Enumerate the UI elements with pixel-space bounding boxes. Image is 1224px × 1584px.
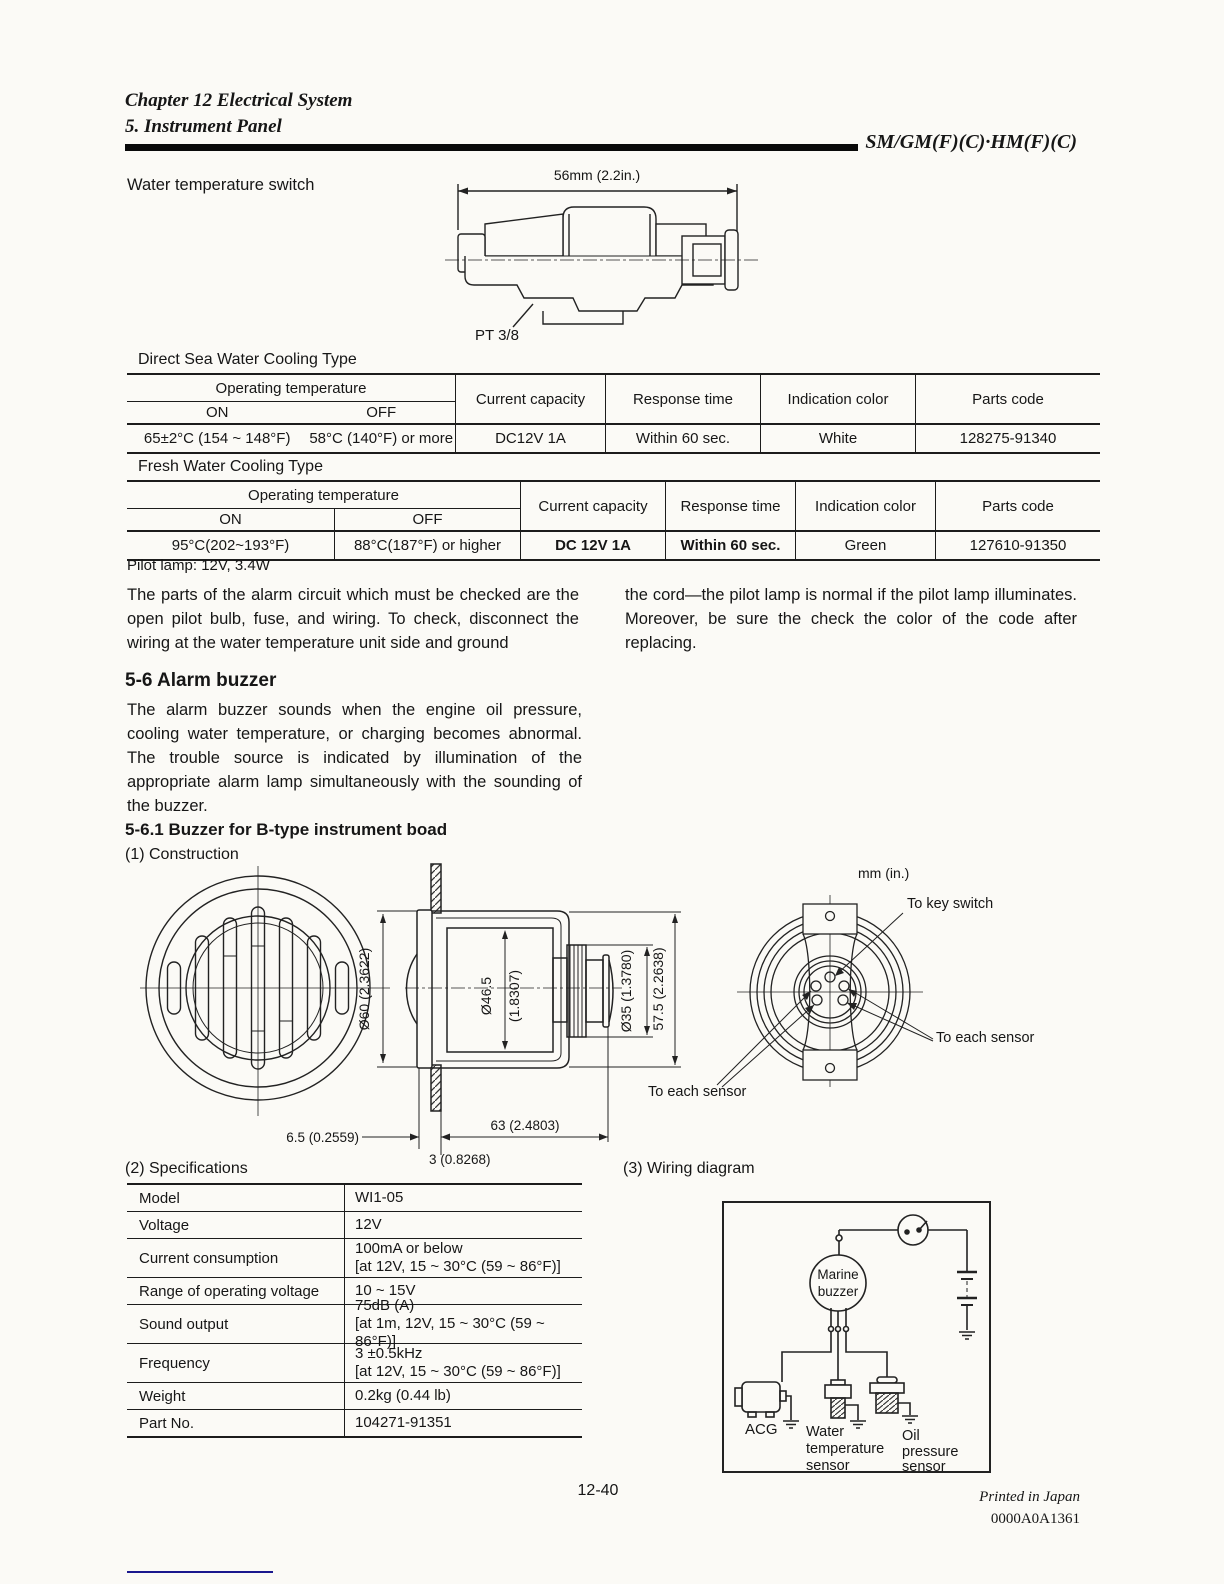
oil-sensor-label-2: pressure [902, 1444, 959, 1460]
direct-table-row [127, 425, 1100, 452]
spec-value-note: [at 12V, 15 ~ 30°C (59 ~ 86°F)] [355, 1258, 561, 1275]
fresh-color-value: Green [795, 532, 935, 559]
wiring-diagram [715, 1195, 1005, 1485]
buzzer-construction-drawing [120, 856, 1130, 1171]
spec-row-weight [127, 1383, 582, 1410]
fresh-current-value: DC 12V 1A [520, 532, 665, 559]
wiring-diagram-heading: (3) Wiring diagram [623, 1160, 755, 1177]
intro-left-column: The parts of the alarm circuit which must be checked are the open pilot bulb, fuse, and wiring. To check, disconnect the wiring at the water temperature unit side and ground [127, 586, 579, 652]
unit-note: mm (in.) [858, 865, 910, 881]
buzzer-front-view [140, 866, 390, 1116]
model-code: SM/GM(F)(C)·HM(F)(C) [865, 131, 1077, 153]
fresh-off-value: 88°C(187°F) or higher [353, 537, 502, 554]
switch-thread-label: PT 3/8 [475, 327, 519, 344]
direct-current-value: DC12V 1A [455, 425, 605, 452]
spec-row-part-no [127, 1410, 582, 1436]
spec-value: 12V [355, 1216, 382, 1233]
header-indication-color: Indication color [795, 482, 935, 530]
header-on: ON [127, 509, 335, 530]
water-temp-switch-drawing [425, 164, 775, 359]
header-parts-code: Parts code [935, 482, 1100, 530]
header-response-time: Response time [665, 482, 795, 530]
buzzer-rear-view [737, 895, 923, 1087]
header-operating-temperature: Operating temperature [127, 482, 520, 509]
spec-label: Range of operating voltage [127, 1278, 345, 1304]
direct-off-value: 58°C (140°F) or more [309, 430, 454, 447]
dim-dia35: Ø35 (1.3780) [618, 949, 634, 1033]
spec-label: Model [127, 1185, 345, 1211]
fresh-response-value: Within 60 sec. [665, 532, 795, 559]
direct-on-value: 65±2°C (154 ~ 148°F) [143, 430, 291, 447]
spec-value: 104271-91351 [355, 1414, 452, 1431]
spec-row-frequency [127, 1344, 582, 1383]
alarm-buzzer-body: The alarm buzzer sounds when the engine oil pressure, cooling water temperature, or charging becomes abnormal. The trouble source is indicated by illumination of the appropriate alarm lamp simultaneously with the sounding of the buzzer. [127, 701, 582, 815]
spec-row-current-consumption [127, 1239, 582, 1278]
direct-table-header [127, 375, 1100, 425]
direct-response-value: Within 60 sec. [605, 425, 760, 452]
spec-label: Frequency [127, 1344, 345, 1382]
spec-label: Part No. [127, 1410, 345, 1436]
fresh-on-value: 95°C(202~193°F) [127, 532, 335, 559]
construction-label: (1) Construction [125, 846, 239, 863]
oil-sensor-label-1: Oil [902, 1428, 920, 1444]
bottom-blue-line [127, 1571, 273, 1573]
direct-table-title: Direct Sea Water Cooling Type [138, 351, 357, 368]
key-switch-symbol [898, 1215, 928, 1245]
header-on: ON [205, 404, 229, 421]
header-off: OFF [412, 511, 443, 528]
header-off: OFF [366, 404, 397, 421]
fresh-table-row [127, 532, 1100, 559]
spec-value-note: [at 12V, 15 ~ 30°C (59 ~ 86°F)] [355, 1363, 561, 1380]
water-temp-sensor-symbol [825, 1380, 866, 1428]
water-sensor-label-1: Water [806, 1424, 845, 1440]
dim-h575: 57.5 (2.2638) [650, 947, 666, 1031]
spec-value: 100mA or below [355, 1240, 463, 1257]
spec-label: Voltage [127, 1212, 345, 1238]
dim-dia465: Ø46.5 [478, 976, 494, 1016]
spec-value: 75dB (A) [355, 1297, 415, 1314]
fresh-table-header [127, 482, 1100, 532]
spec-value: 10 ~ 15V [355, 1282, 416, 1299]
to-each-sensor-right-label: To each sensor [936, 1030, 1035, 1046]
spec-row-sound-output [127, 1297, 582, 1350]
specifications-table [127, 1183, 582, 1438]
oil-sensor-label-3: sensor [902, 1459, 946, 1475]
page-number: 12-40 [577, 1482, 619, 1499]
spec-row-voltage [127, 1212, 582, 1239]
header-operating-temperature: Operating temperature [127, 375, 455, 402]
switch-width-dim: 56mm (2.2in.) [553, 167, 641, 183]
header-response-time: Response time [605, 375, 760, 423]
dim-w65: 6.5 (0.2559) [286, 1130, 359, 1145]
acg-label: ACG [745, 1421, 778, 1438]
header-current-capacity: Current capacity [455, 375, 605, 423]
spec-label: Current consumption [127, 1239, 345, 1277]
water-sensor-label-2: temperature [806, 1441, 885, 1457]
to-each-sensor-bottom-label: To each sensor [648, 1084, 747, 1100]
marine-buzzer-label-1: Marine [817, 1267, 859, 1282]
specifications-heading: (2) Specifications [125, 1160, 248, 1177]
marine-buzzer-label-2: buzzer [817, 1284, 859, 1299]
to-key-switch-label: To key switch [907, 896, 994, 912]
direct-parts-value: 128275-91340 [915, 425, 1100, 452]
marine-buzzer-symbol [810, 1255, 866, 1311]
dim-w3: 3 (0.8268) [429, 1152, 491, 1167]
header-indication-color: Indication color [760, 375, 915, 423]
spec-row-model [127, 1185, 582, 1212]
fresh-table-title: Fresh Water Cooling Type [138, 458, 323, 475]
fresh-parts-value: 127610-91350 [935, 532, 1100, 559]
section-title: 5. Instrument Panel [125, 116, 282, 137]
direct-color-value: White [760, 425, 915, 452]
fresh-cooling-table [127, 480, 1100, 561]
chapter-title: Chapter 12 Electrical System [125, 90, 353, 111]
spec-value: 0.2kg (0.44 lb) [355, 1387, 451, 1404]
intro-right-column: the cord—the pilot lamp is normal if the pilot lamp illuminates. Moreover, be sure the check the color of the code after replacing. [625, 586, 1077, 652]
spec-label: Sound output [127, 1305, 345, 1343]
buzzer-btype-heading: 5-6.1 Buzzer for B-type instrument boad [125, 820, 448, 839]
printed-in-japan: Printed in Japan [979, 1489, 1080, 1505]
spec-value: 3 ±0.5kHz [355, 1345, 423, 1362]
pilot-lamp-note: Pilot lamp: 12V, 3.4W [127, 557, 270, 574]
spec-value: WI1-05 [355, 1189, 404, 1206]
water-sensor-label-3: sensor [806, 1458, 850, 1474]
header-parts-code: Parts code [915, 375, 1100, 423]
spec-label: Weight [127, 1383, 345, 1409]
dim-dia465-in: (1.8307) [506, 969, 522, 1023]
print-code: 0000A0A1361 [990, 1511, 1080, 1527]
header-current-capacity: Current capacity [520, 482, 665, 530]
water-temp-switch-label: Water temperature switch [127, 176, 315, 194]
spec-value-note: [at 1m, 12V, 15 ~ 30°C (59 ~ 86°F)] [355, 1315, 545, 1350]
direct-cooling-table [127, 373, 1100, 454]
dim-dia60: Ø60 (2.3622) [356, 947, 372, 1031]
alarm-buzzer-heading: 5-6 Alarm buzzer [125, 670, 277, 691]
oil-pressure-sensor-symbol [870, 1377, 918, 1423]
dim-w63: 63 (2.4803) [490, 1118, 560, 1133]
